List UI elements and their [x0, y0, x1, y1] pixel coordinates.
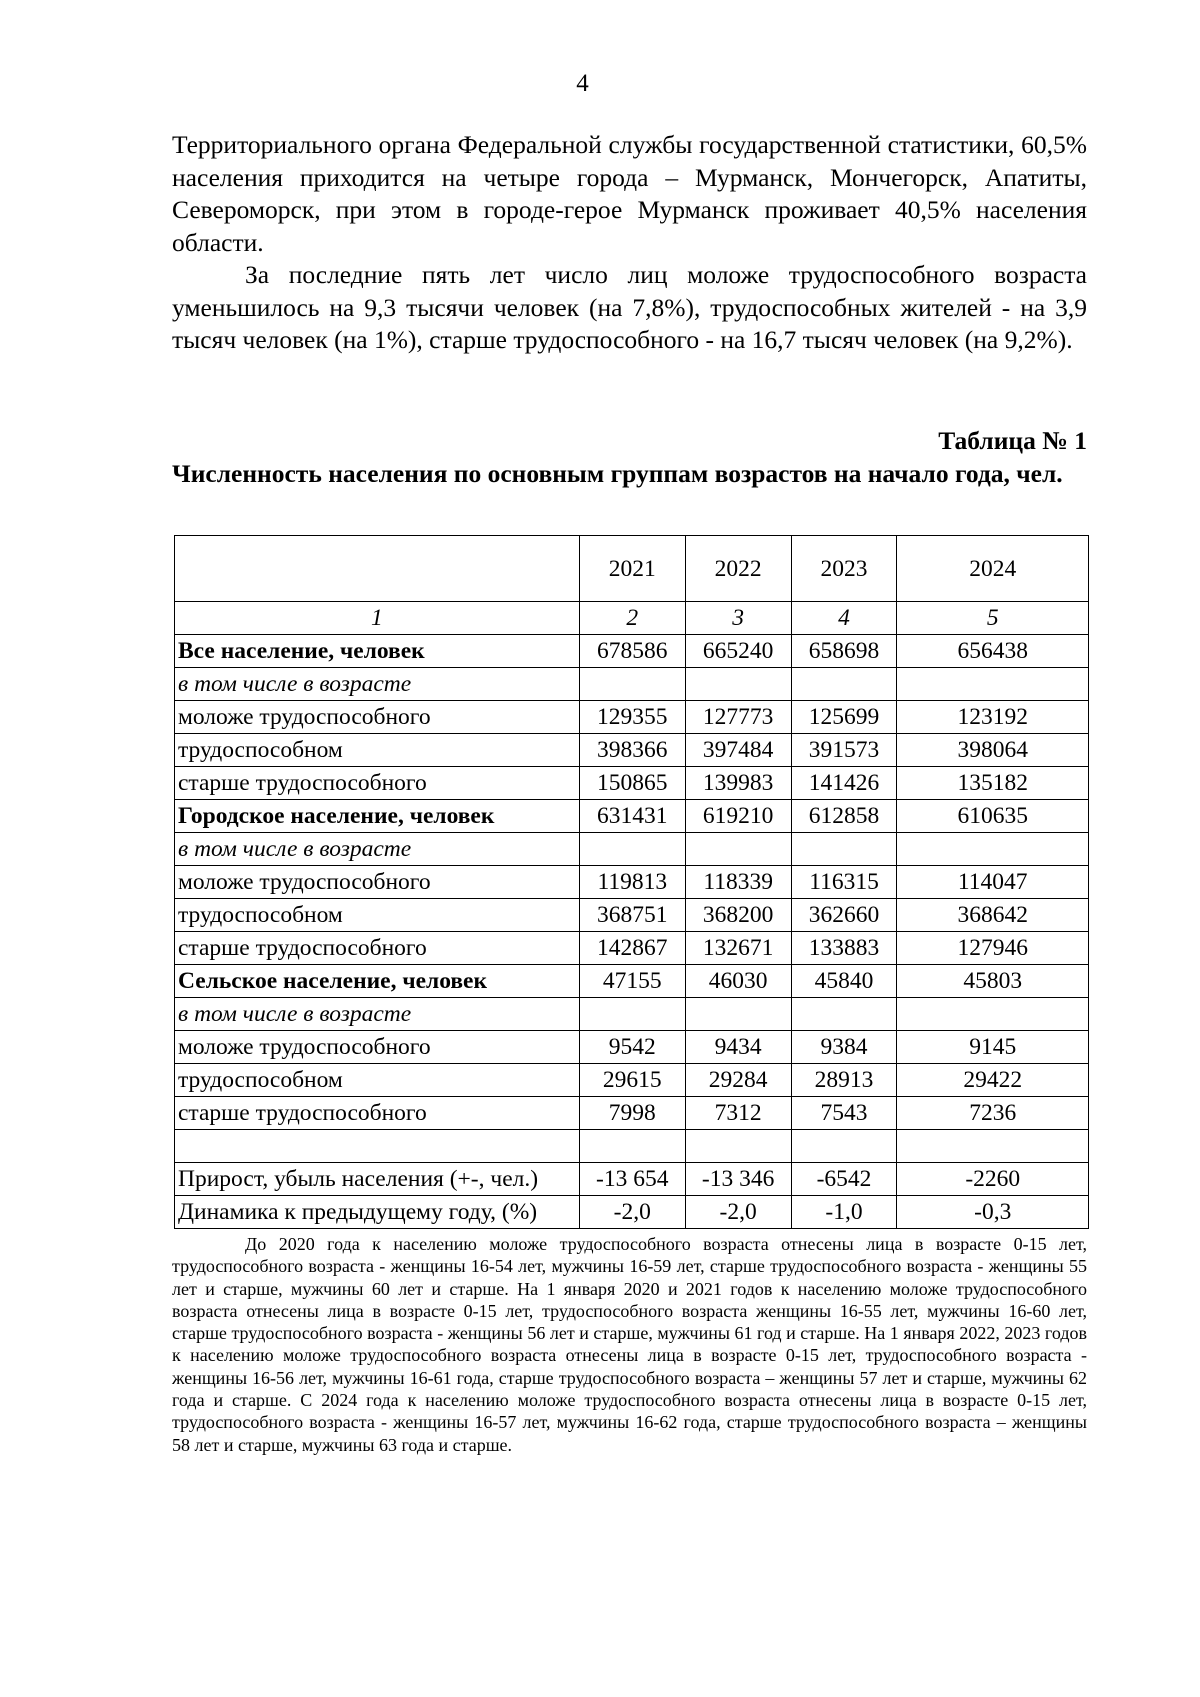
table-row — [175, 800, 1089, 833]
table-cell: 7543 — [791, 1097, 897, 1130]
row-label: Все население, человек — [175, 635, 580, 668]
table-footnote: До 2020 года к населению моложе трудоспособного возраста отнесены лица в возрасте 0-15 лет, трудоспособного возраста - женщины 16-54 лет, мужчины 16-59 лет, старше трудоспособного возраста - женщины 55 лет и старше, мужчины 60 лет и старше. На 1 января 2020 и 2021 годов к населению моложе трудоспособного возраста отнесены лица в возрасте 0-15 лет, трудоспособного возраста женщины 16-55 лет, мужчины 16-60 лет, старше трудоспособного возраста - женщины 56 лет и старше, мужчины 61 год и старше. На 1 января 2022, 2023 годов к населению моложе трудоспособного возраста отнесены лица в возрасте 0-15 лет, трудоспособного возраста - женщины 16-56 лет, мужчины 16-61 года, старше трудоспособного возраста – женщины 57 лет и старше, мужчины 62 года и старше. С 2024 года к населению моложе трудоспособного возраста отнесены лица в возрасте 0-15 лет, трудоспособного возраста - женщины 16-57 лет, мужчины 16-62 года, старше трудоспособного возраста – женщины 58 лет и старше, мужчины 63 года и старше. — [172, 1234, 1087, 1455]
row-label: Динамика к предыдущему году, (%) — [175, 1196, 580, 1229]
header-empty-cell — [175, 536, 580, 602]
year-header: 2021 — [579, 536, 685, 602]
table-cell: 29284 — [685, 1064, 791, 1097]
table-cell: 397484 — [685, 734, 791, 767]
row-label: моложе трудоспособного — [175, 701, 580, 734]
table-cell — [685, 833, 791, 866]
table-cell: 398366 — [579, 734, 685, 767]
row-label: Прирост, убыль населения (+-, чел.) — [175, 1163, 580, 1196]
table-cell: 619210 — [685, 800, 791, 833]
table-row — [175, 767, 1089, 800]
table-cell: 123192 — [897, 701, 1089, 734]
table-cell: -1,0 — [791, 1196, 897, 1229]
table-row — [175, 1163, 1089, 1196]
table-cell: 610635 — [897, 800, 1089, 833]
table-cell: 150865 — [579, 767, 685, 800]
column-number: 4 — [791, 602, 897, 635]
table-cell: 9384 — [791, 1031, 897, 1064]
table-cell: 28913 — [791, 1064, 897, 1097]
table-cell — [579, 668, 685, 701]
table-cell: 45840 — [791, 965, 897, 998]
table-cell — [791, 668, 897, 701]
table-cell: 46030 — [685, 965, 791, 998]
table-cell: 368642 — [897, 899, 1089, 932]
row-label: трудоспособном — [175, 1064, 580, 1097]
table-cell — [685, 668, 791, 701]
table-row — [175, 635, 1089, 668]
table-cell: 9434 — [685, 1031, 791, 1064]
table-cell — [579, 833, 685, 866]
table-cell: 114047 — [897, 866, 1089, 899]
row-label: моложе трудоспособного — [175, 1031, 580, 1064]
row-label: в том числе в возрасте — [175, 668, 580, 701]
population-table — [174, 535, 1089, 1229]
table-cell: 368751 — [579, 899, 685, 932]
table-cell: 47155 — [579, 965, 685, 998]
table-cell: 125699 — [791, 701, 897, 734]
table-cell: 133883 — [791, 932, 897, 965]
table-cell: 129355 — [579, 701, 685, 734]
table-cell: 127946 — [897, 932, 1089, 965]
table-row — [175, 833, 1089, 866]
table-row — [175, 899, 1089, 932]
table-cell: 656438 — [897, 635, 1089, 668]
table-cell: 368200 — [685, 899, 791, 932]
table-cell: 391573 — [791, 734, 897, 767]
table-cell: 678586 — [579, 635, 685, 668]
table-cell — [685, 1130, 791, 1163]
table-cell: 45803 — [897, 965, 1089, 998]
table-row — [175, 1031, 1089, 1064]
body-paragraph-2 — [172, 259, 1087, 357]
table-row — [175, 866, 1089, 899]
table-row — [175, 1196, 1089, 1229]
table-cell: 141426 — [791, 767, 897, 800]
row-label: Сельское население, человек — [175, 965, 580, 998]
table-cell — [579, 998, 685, 1031]
table-cell — [897, 998, 1089, 1031]
table-cell: 7998 — [579, 1097, 685, 1130]
year-header: 2024 — [897, 536, 1089, 602]
column-number: 1 — [175, 602, 580, 635]
year-header: 2023 — [791, 536, 897, 602]
table-row — [175, 734, 1089, 767]
row-label: моложе трудоспособного — [175, 866, 580, 899]
table-cell — [897, 668, 1089, 701]
table-cell: 362660 — [791, 899, 897, 932]
table-cell: 9542 — [579, 1031, 685, 1064]
table-cell — [791, 833, 897, 866]
table-cell: -2,0 — [579, 1196, 685, 1229]
table-number: Таблица № 1 — [938, 426, 1087, 455]
year-header: 2022 — [685, 536, 791, 602]
table-cell: -13 346 — [685, 1163, 791, 1196]
table-cell: -2260 — [897, 1163, 1089, 1196]
table-body — [175, 536, 1089, 1229]
table-cell: -0,3 — [897, 1196, 1089, 1229]
table-cell: 398064 — [897, 734, 1089, 767]
table-cell: 116315 — [791, 866, 897, 899]
table-row — [175, 1130, 1089, 1163]
table-cell: -6542 — [791, 1163, 897, 1196]
table-cell: 7236 — [897, 1097, 1089, 1130]
table-cell: -13 654 — [579, 1163, 685, 1196]
table-cell: 142867 — [579, 932, 685, 965]
table-cell — [897, 833, 1089, 866]
table-row — [175, 668, 1089, 701]
table-cell: 9145 — [897, 1031, 1089, 1064]
table-row — [175, 701, 1089, 734]
row-label: трудоспособном — [175, 899, 580, 932]
table-cell: 118339 — [685, 866, 791, 899]
page-number: 4 — [576, 70, 589, 97]
table-column-numbers — [175, 602, 1089, 635]
table-cell — [791, 1130, 897, 1163]
table-row — [175, 1064, 1089, 1097]
table-cell: 665240 — [685, 635, 791, 668]
table-cell: 139983 — [685, 767, 791, 800]
row-label: в том числе в возрасте — [175, 833, 580, 866]
table-cell — [685, 998, 791, 1031]
paragraph-text: Территориального органа Федеральной службы государственной статистики, 60,5% населения приходится на четыре города – Мурманск, Мончегорск, Апатиты, Североморск, при этом в городе-герое Мурманск проживает 40,5% населения области. — [172, 130, 1087, 257]
row-label: старше трудоспособного — [175, 767, 580, 800]
row-label: в том числе в возрасте — [175, 998, 580, 1031]
table-cell: 127773 — [685, 701, 791, 734]
row-label: старше трудоспособного — [175, 932, 580, 965]
table-cell — [897, 1130, 1089, 1163]
table-cell: 29615 — [579, 1064, 685, 1097]
table-title: Численность населения по основным группам возрастов на начало года, чел. — [172, 459, 1063, 488]
row-label: старше трудоспособного — [175, 1097, 580, 1130]
table-cell: 612858 — [791, 800, 897, 833]
table-header-years — [175, 536, 1089, 602]
table-row — [175, 932, 1089, 965]
table-cell: -2,0 — [685, 1196, 791, 1229]
table-cell — [579, 1130, 685, 1163]
row-label — [175, 1130, 580, 1163]
column-number: 5 — [897, 602, 1089, 635]
table-cell: 7312 — [685, 1097, 791, 1130]
column-number: 3 — [685, 602, 791, 635]
row-label: Городское население, человек — [175, 800, 580, 833]
table-cell: 658698 — [791, 635, 897, 668]
body-paragraph-1 — [172, 129, 1087, 259]
table-row — [175, 1097, 1089, 1130]
table-cell: 135182 — [897, 767, 1089, 800]
table-row — [175, 965, 1089, 998]
table-cell: 119813 — [579, 866, 685, 899]
table-cell: 631431 — [579, 800, 685, 833]
row-label: трудоспособном — [175, 734, 580, 767]
table-cell — [791, 998, 897, 1031]
table-cell: 29422 — [897, 1064, 1089, 1097]
paragraph-text: За последние пять лет число лиц моложе трудоспособного возраста уменьшилось на 9,3 тысячи человек (на 7,8%), трудоспособных жителей - на 3,9 тысяч человек (на 1%), старше трудоспособного - на 16,7 тысяч человек (на 9,2%). — [172, 260, 1087, 354]
table-cell: 132671 — [685, 932, 791, 965]
column-number: 2 — [579, 602, 685, 635]
table-row — [175, 998, 1089, 1031]
